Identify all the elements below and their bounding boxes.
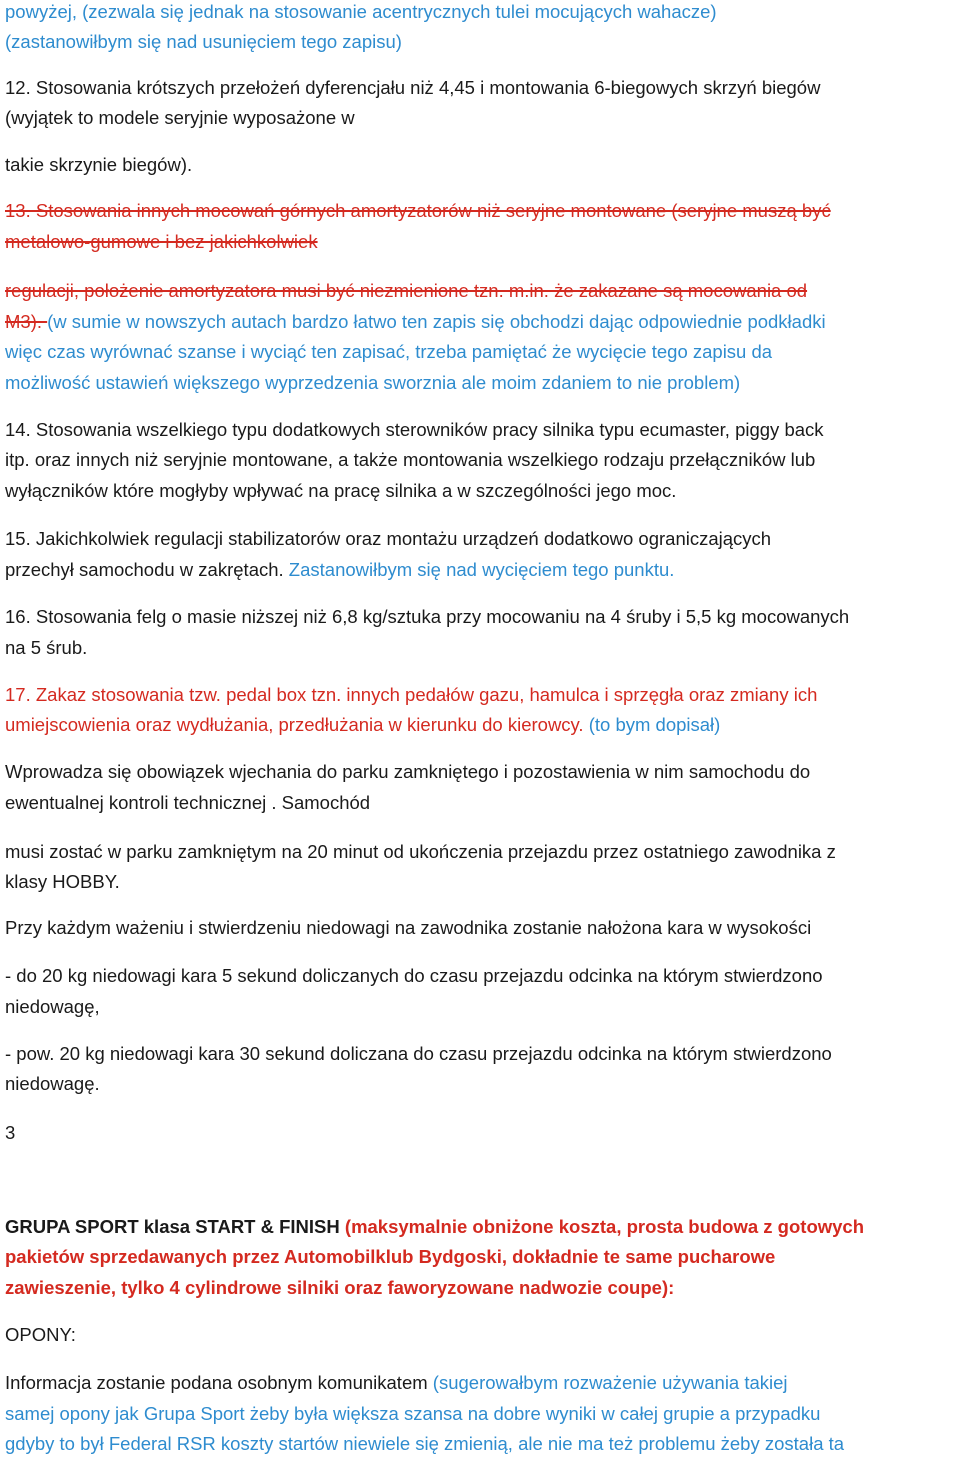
comment-text: więc czas wyrównać szanse i wyciąć ten zapisać, trzeba pamiętać że wycięcie tego zapisu da xyxy=(5,341,773,362)
rule-text: klasy HOBBY. xyxy=(5,871,120,892)
deleted-rule-text: metalowo-gumowe i bez jakichkolwiek xyxy=(5,231,318,252)
text-line-33 xyxy=(5,1276,674,1300)
rule-text: 16. Stosowania felg o masie niższej niż 6,8 kg/sztuka przy mocowaniu na 4 śruby i 5,5 kg mocowanych xyxy=(5,606,850,627)
subsection-heading: OPONY: xyxy=(5,1324,76,1345)
rule-text: wyłączników które mogłyby wpływać na pracę silnika a w szczególności jego moc. xyxy=(5,480,677,501)
rule-text: niedowagę. xyxy=(5,1073,100,1094)
text-line-26 xyxy=(5,964,823,988)
comment-text: powyżej, (zezwala się jednak na stosowanie acentrycznych tulei mocujących wahacze) xyxy=(5,1,717,22)
deleted-rule-text: M3). xyxy=(5,311,48,332)
text-line-20 xyxy=(5,713,720,737)
text-line-3 xyxy=(5,76,820,100)
text-line-34 xyxy=(5,1323,76,1347)
text-line-17 xyxy=(5,605,849,629)
rule-text: Informacja zostanie podana osobnym komunikatem xyxy=(5,1372,433,1393)
rule-text: Wprowadza się obowiązek wjechania do parku zamkniętego i pozostawienia w nim samochodu do xyxy=(5,761,811,782)
rule-text: 14. Stosowania wszelkiego typu dodatkowych sterowników pracy silnika typu ecumaster, piggy back xyxy=(5,419,824,440)
rule-text: przechył samochodu w zakrętach. xyxy=(5,559,289,580)
section-heading: GRUPA SPORT klasa START & FINISH xyxy=(5,1216,345,1237)
rule-text: Przy każdym ważeniu i stwierdzeniu niedowagi na zawodnika zostanie nałożona kara w wysokości xyxy=(5,917,812,938)
rule-text: ewentualnej kontroli technicznej . Samochód xyxy=(5,792,371,813)
text-line-36 xyxy=(5,1402,820,1426)
text-line-8 xyxy=(5,279,807,303)
text-line-35 xyxy=(5,1371,788,1395)
text-line-31 xyxy=(5,1215,864,1239)
deleted-rule-text: regulacji, położenie amortyzatora musi być niezmienione tzn. m.in. że zakazane są mocowania od xyxy=(5,280,808,301)
text-line-11 xyxy=(5,371,740,395)
page-number xyxy=(5,1121,15,1145)
proposed-rule-text: umiejscowienia oraz wydłużania, przedłużania w kierunku do kierowcy. xyxy=(5,714,589,735)
text-line-23 xyxy=(5,840,836,864)
text-line-22 xyxy=(5,791,370,815)
text-line-18 xyxy=(5,636,87,660)
text-line-24 xyxy=(5,870,120,894)
rule-text: niedowagę, xyxy=(5,996,100,1017)
section-heading-note: zawieszenie, tylko 4 cylindrowe silniki oraz faworyzowane nadwozie coupe): xyxy=(5,1277,675,1298)
text-line-6 xyxy=(5,199,831,223)
text-line-1 xyxy=(5,0,717,24)
text-line-16 xyxy=(5,558,674,582)
rule-text: - do 20 kg niedowagi kara 5 sekund doliczanych do czasu przejazdu odcinka na którym stwierdzono xyxy=(5,965,823,986)
text-line-14 xyxy=(5,479,676,503)
rule-text: musi zostać w parku zamkniętym na 20 minut od ukończenia przejazdu przez ostatniego zawodnika z xyxy=(5,841,836,862)
text-line-27 xyxy=(5,995,100,1019)
text-line-7 xyxy=(5,230,318,254)
text-line-21 xyxy=(5,760,810,784)
comment-text: Zastanowiłbym się nad wycięciem tego punktu. xyxy=(288,559,675,580)
text-line-37 xyxy=(5,1432,844,1456)
comment-text: gdyby to był Federal RSR koszty startów niewiele się zmienią, ale nie ma też problemu żeby została ta xyxy=(5,1433,845,1454)
comment-text: (to bym dopisał) xyxy=(588,714,721,735)
rule-text: na 5 śrub. xyxy=(5,637,88,658)
text-line-2 xyxy=(5,30,402,54)
text-line-19 xyxy=(5,683,817,707)
rule-text: 15. Jakichkolwiek regulacji stabilizatorów oraz montażu urządzeń dodatkowo ograniczających xyxy=(5,528,772,549)
deleted-rule-text: 13. Stosowania innych mocowań górnych amortyzatorów niż seryjne montowane (seryjne muszą być xyxy=(5,200,831,221)
comment-text: (zastanowiłbym się nad usunięciem tego zapisu) xyxy=(5,31,402,52)
section-heading-note: (maksymalnie obniżone koszta, prosta budowa z gotowych xyxy=(344,1216,865,1237)
comment-text: możliwość ustawień większego wyprzedzenia sworznia ale moim zdaniem to nie problem) xyxy=(5,372,741,393)
section-heading-note: pakietów sprzedawanych przez Automobilklub Bydgoski, dokładnie te same pucharowe xyxy=(5,1246,776,1267)
comment-text: samej opony jak Grupa Sport żeby była większa szansa na dobre wyniki w całej grupie a przypadku xyxy=(5,1403,821,1424)
text-line-10 xyxy=(5,340,772,364)
text-line-4 xyxy=(5,106,355,130)
text-line-13 xyxy=(5,448,815,472)
text-line-25 xyxy=(5,916,811,940)
text-line-15 xyxy=(5,527,771,551)
comment-text: (w sumie w nowszych autach bardzo łatwo ten zapis się obchodzi dając odpowiednie podkładki xyxy=(47,311,826,332)
text-line-32 xyxy=(5,1245,775,1269)
page-number-text: 3 xyxy=(5,1122,16,1143)
text-line-29 xyxy=(5,1072,100,1096)
proposed-rule-text: 17. Zakaz stosowania tzw. pedal box tzn. innych pedałów gazu, hamulca i sprzęgła oraz zmiany ich xyxy=(5,684,818,705)
comment-text: (sugerowałbym rozważenie używania takiej xyxy=(432,1372,788,1393)
rule-text: - pow. 20 kg niedowagi kara 30 sekund doliczana do czasu przejazdu odcinka na którym stwierdzono xyxy=(5,1043,832,1064)
text-line-5 xyxy=(5,153,192,177)
rule-text: 12. Stosowania krótszych przełożeń dyferencjału niż 4,45 i montowania 6-biegowych skrzyń biegów xyxy=(5,77,821,98)
text-line-9 xyxy=(5,310,826,334)
text-line-12 xyxy=(5,418,824,442)
rule-text: itp. oraz innych niż seryjnie montowane, a także montowania wszelkiego rodzaju przełączników lub xyxy=(5,449,816,470)
rule-text: takie skrzynie biegów). xyxy=(5,154,193,175)
rule-text: (wyjątek to modele seryjnie wyposażone w xyxy=(5,107,355,128)
text-line-28 xyxy=(5,1042,832,1066)
